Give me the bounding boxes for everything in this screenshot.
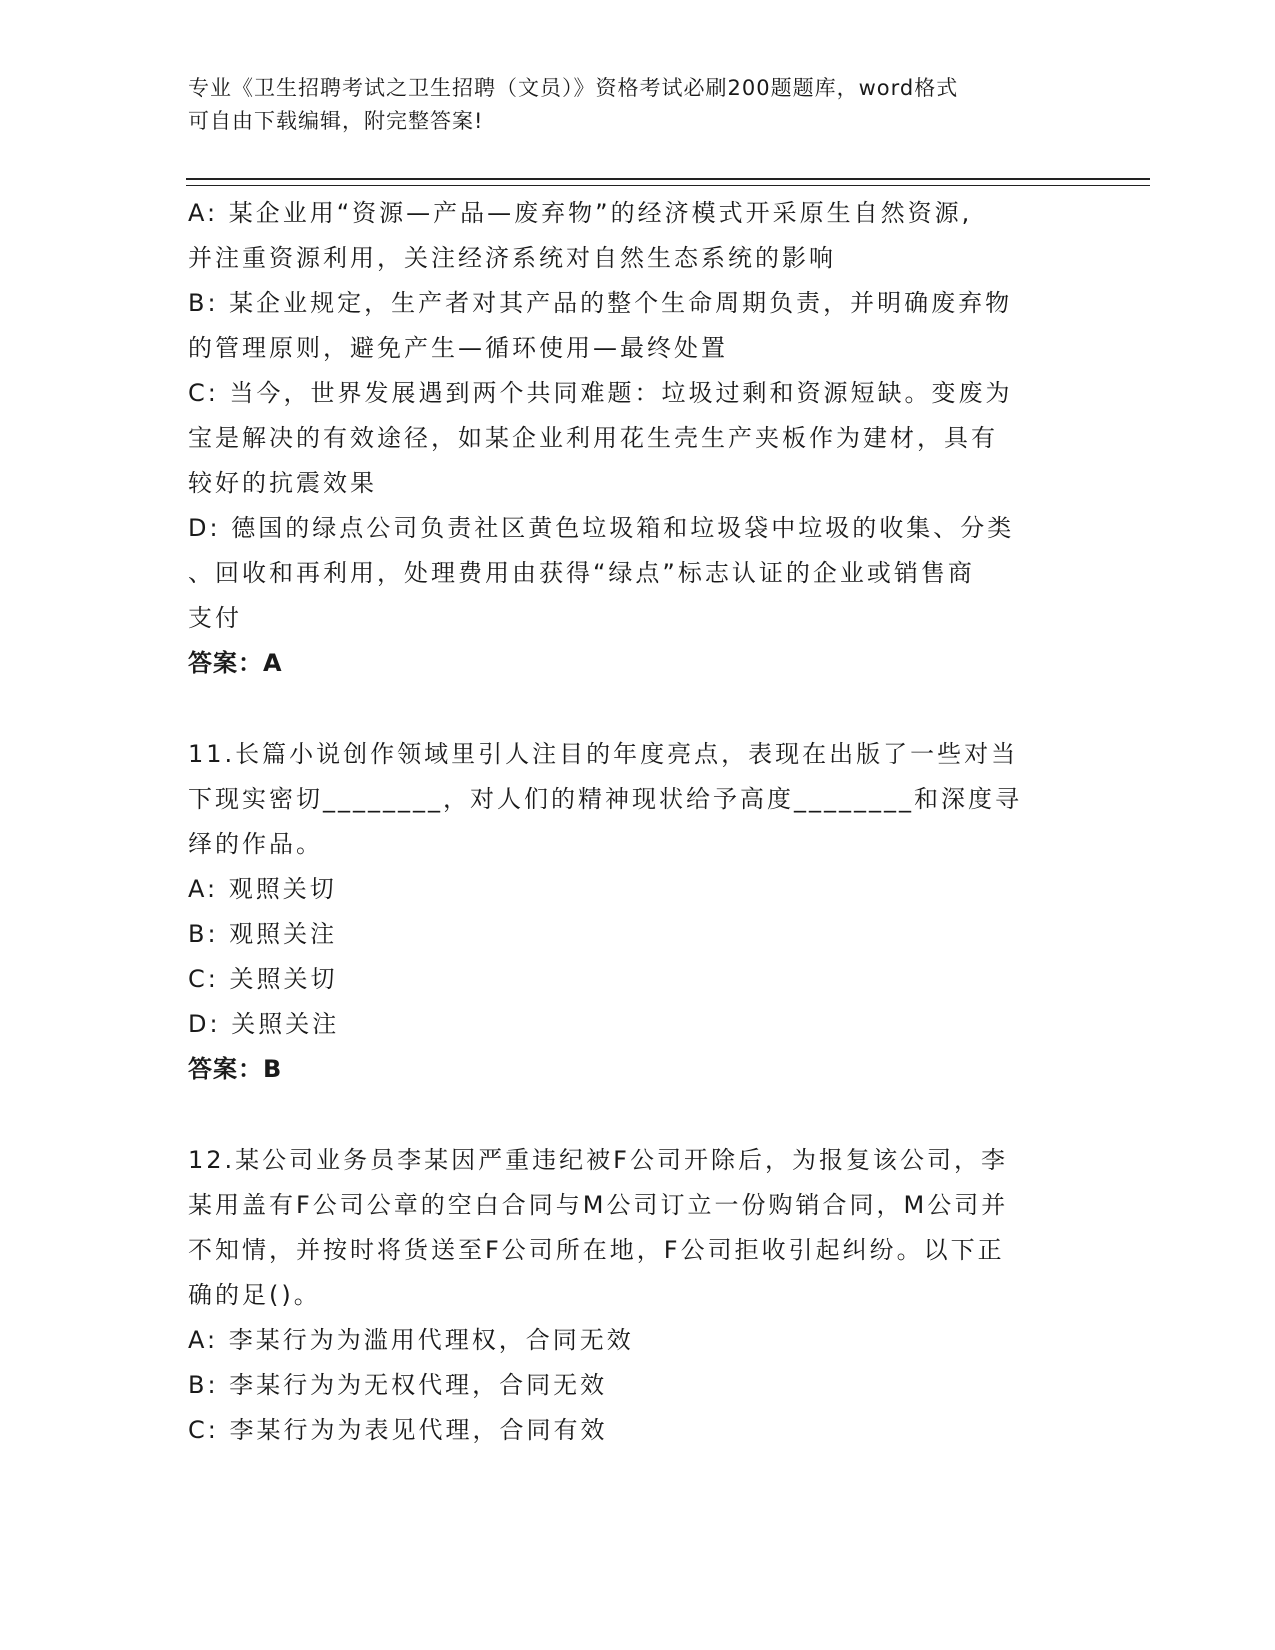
option-c-line-1: C: 当今，世界发展遇到两个共同难题：垃圾过剩和资源短缺。变废为 xyxy=(188,379,1013,407)
option-c-line-2: 宝是解决的有效途径，如某企业利用花生壳生产夹板作为建材，具有 xyxy=(188,424,998,452)
option-a: A: 观照关切 xyxy=(188,875,337,903)
option-d-line-3: 支付 xyxy=(188,604,242,632)
question-stem-line-4: 确的足()。 xyxy=(188,1281,321,1309)
option-d-line-1: D: 德国的绿点公司负责社区黄色垃圾箱和垃圾袋中垃圾的收集、分类 xyxy=(188,514,1015,542)
question-10-block xyxy=(188,191,1088,686)
option-b: B: 李某行为为无权代理，合同无效 xyxy=(188,1371,608,1399)
option-b: B: 观照关注 xyxy=(188,920,338,948)
option-d: D: 关照关注 xyxy=(188,1010,340,1038)
question-stem-line-3: 不知情，并按时将货送至F公司所在地，F公司拒收引起纠纷。以下正 xyxy=(188,1236,1005,1264)
question-11-block xyxy=(188,732,1088,1092)
spacer xyxy=(188,686,1088,732)
question-stem-line-1: 12.某公司业务员李某因严重违纪被F公司开除后，为报复该公司，李 xyxy=(188,1146,1008,1174)
option-c-line-3: 较好的抗震效果 xyxy=(188,469,377,497)
option-a: A: 李某行为为滥用代理权，合同无效 xyxy=(188,1326,634,1354)
option-a-line-1: A: 某企业用“资源—产品—废弃物”的经济模式开采原生自然资源, xyxy=(188,199,973,227)
header-divider xyxy=(186,178,1150,186)
option-c: C: 关照关切 xyxy=(188,965,338,993)
option-c: C: 李某行为为表见代理，合同有效 xyxy=(188,1416,608,1444)
answer-label: 答案：B xyxy=(188,1055,283,1083)
question-12-block xyxy=(188,1138,1088,1453)
answer-label: 答案：A xyxy=(188,649,283,677)
option-b-line-2: 的管理原则，避免产生—循环使用—最终处置 xyxy=(188,334,728,362)
header-title-line-1: 专业《卫生招聘考试之卫生招聘（文员）》资格考试必刷200题题库，word格式 xyxy=(188,76,959,100)
question-stem-line-3: 绎的作品。 xyxy=(188,830,323,858)
question-stem-line-2: 下现实密切________，对人们的精神现状给予高度________和深度寻 xyxy=(188,785,1022,813)
document-header xyxy=(188,72,1068,138)
option-a-line-2: 并注重资源利用，关注经济系统对自然生态系统的影响 xyxy=(188,244,836,272)
question-stem-line-2: 某用盖有F公司公章的空白合同与M公司订立一份购销合同，M公司并 xyxy=(188,1191,1009,1219)
question-stem-line-1: 11.长篇小说创作领域里引人注目的年度亮点，表现在出版了一些对当 xyxy=(188,740,1019,768)
header-title-line-2: 可自由下载编辑，附完整答案! xyxy=(188,109,484,133)
document-body xyxy=(188,191,1088,1453)
option-d-line-2: 、回收和再利用，处理费用由获得“绿点”标志认证的企业或销售商 xyxy=(188,559,975,587)
option-b-line-1: B: 某企业规定，生产者对其产品的整个生命周期负责，并明确废弃物 xyxy=(188,289,1013,317)
spacer xyxy=(188,1092,1088,1138)
